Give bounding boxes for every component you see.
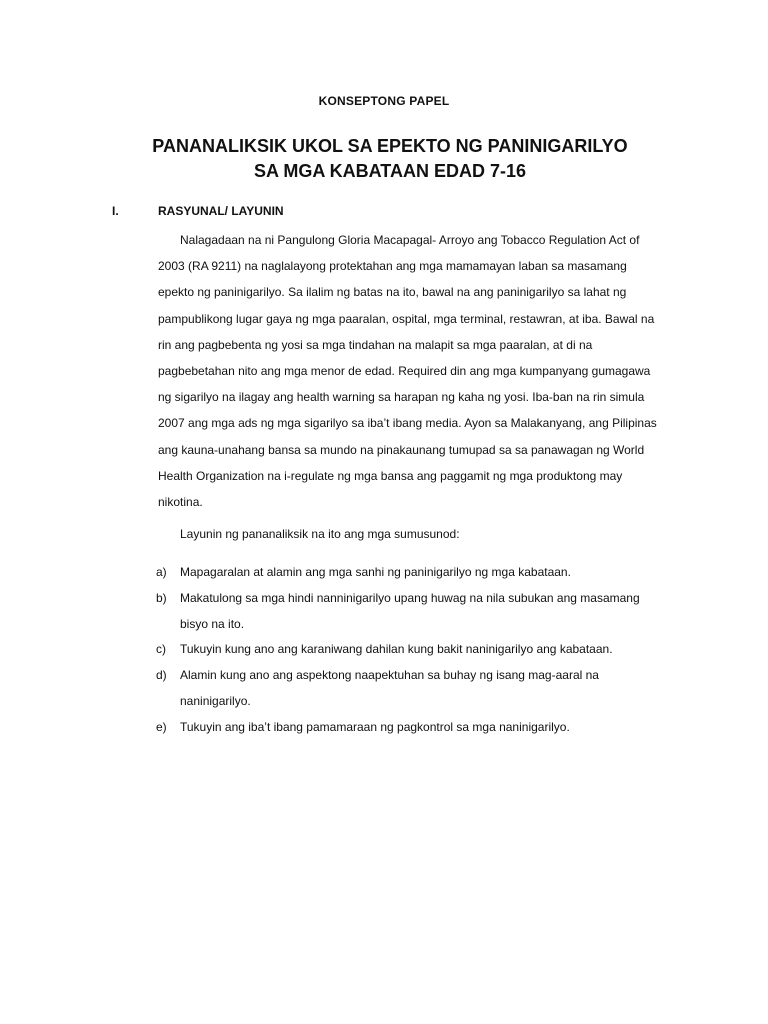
document-label: KONSEPTONG PAPEL xyxy=(318,94,450,108)
list-item-text: Mapagaralan at alamin ang mga sanhi ng paninigarilyo ng mga kabataan. xyxy=(180,565,571,579)
document-title: PANANALIKSIK UKOL SA EPEKTO NG PANINIGARILYO SA MGA KABATAAN EDAD 7-16 xyxy=(152,136,628,181)
list-item xyxy=(156,663,666,715)
list-marker: a) xyxy=(156,565,167,579)
list-item-text: Alamin kung ano ang aspektong naapektuhan sa buhay ng isang mag-aaral na naninigarilyo. xyxy=(180,668,599,708)
list-item xyxy=(156,560,666,586)
list-marker: c) xyxy=(156,642,166,657)
list-item xyxy=(156,715,666,741)
list-item-text: Tukuyin kung ano ang karaniwang dahilan kung bakit naninigarilyo ang kabataan. xyxy=(180,642,613,657)
list-marker: b) xyxy=(156,590,167,605)
objectives-list xyxy=(156,560,666,741)
list-marker: d) xyxy=(156,668,167,683)
objectives-intro: Layunin ng pananaliksik na ito ang mga sumusunod: xyxy=(180,527,460,541)
list-item-text: Tukuyin ang iba’t ibang pamamaraan ng pagkontrol sa mga naninigarilyo. xyxy=(180,719,570,734)
list-item xyxy=(156,637,666,663)
section-number: I. xyxy=(112,204,119,218)
rationale-paragraph: Nalagadaan na ni Pangulong Gloria Macapagal- Arroyo ang Tobacco Regulation Act of 2003 (RA 9211) na naglalayong protektahan ang mga mamamayan laban sa masamang epekto ng paninigarilyo. Sa ilalim ng batas na ito, bawal na ang paninigarilyo sa lahat ng pampublikong lugar gaya ng mga paaralan, ospital, mga terminal, restawran, at iba. Bawal na rin ang pagbebenta ng yosi sa mga tindahan na malapit sa mga paaralan, at di na pagbebetahan nito ang mga menor de edad. Required din ang mga kumpanyang gumagawa ng sigarilyo na ilagay ang health warning sa harapan ng kaha ng yosi. Iba-ban na rin simula 2007 ang mga ads ng mga sigarilyo sa iba’t ibang media. Ayon sa Malakanyang, ang Pilipinas ang kauna-unahang bansa sa mundo na pinakaunang tumupad sa sa panawagan ng World Health Organization na i-regulate ng mga bansa ang paggamit ng mga produktong may nikotina. xyxy=(158,233,657,510)
section-heading xyxy=(0,204,768,222)
list-marker: e) xyxy=(156,719,167,734)
list-item xyxy=(156,586,666,638)
section-label: RASYUNAL/ LAYUNIN xyxy=(158,204,284,218)
list-item-text: Makatulong sa mga hindi nanninigarilyo upang huwag na nila subukan ang masamang bisyo na ito. xyxy=(180,590,640,631)
